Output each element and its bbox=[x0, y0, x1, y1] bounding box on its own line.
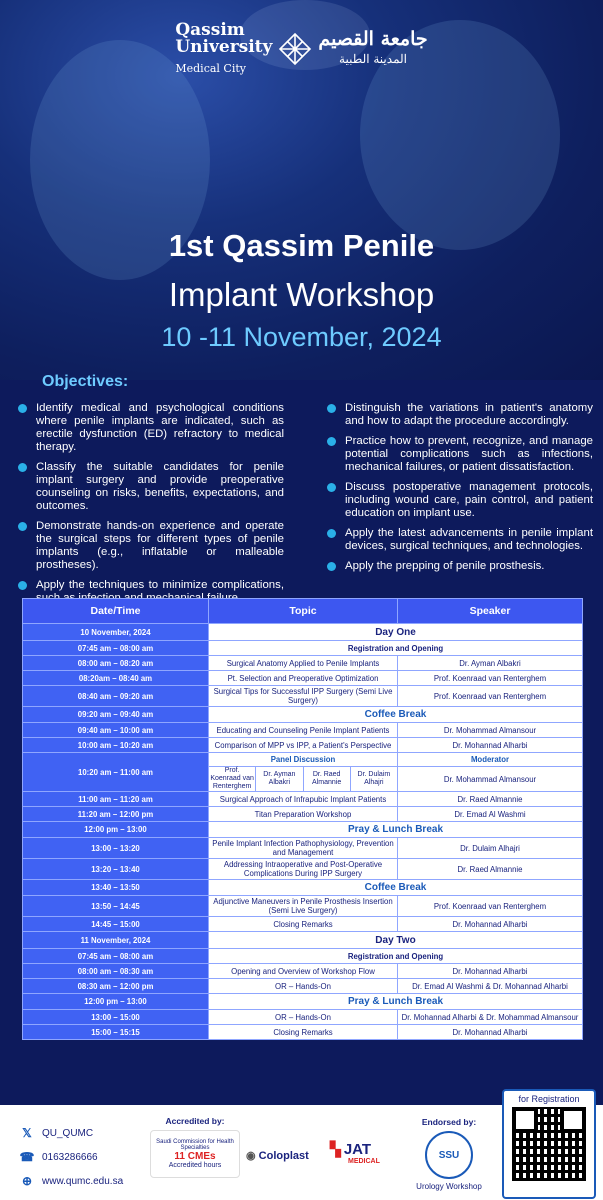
registration-caption: for Registration bbox=[518, 1094, 580, 1104]
accredited-label: Accredited by: bbox=[165, 1116, 225, 1126]
row-time: 12:00 pm – 13:00 bbox=[23, 994, 209, 1010]
row-time: 13:20 – 13:40 bbox=[23, 859, 209, 880]
row-time: 13:40 – 13:50 bbox=[23, 880, 209, 896]
title-line-2: Implant Workshop bbox=[168, 276, 435, 313]
bullet-dot-icon bbox=[327, 437, 336, 446]
objective-item: Demonstrate hands-on experience and operate the surgical steps for different types of penile implants (e.g., inflatable or malleable prostheses). bbox=[16, 520, 284, 572]
objectives-heading: Objectives: bbox=[42, 373, 129, 390]
bullet-dot-icon bbox=[327, 562, 336, 571]
phone-icon: ☎ bbox=[19, 1150, 35, 1164]
panel-member: Dr. Ayman Albakri bbox=[255, 767, 302, 791]
break-row: Coffee Break bbox=[209, 707, 583, 723]
schedule-table bbox=[22, 598, 583, 1040]
registration-row: Registration and Opening bbox=[209, 641, 583, 656]
endorsed-label: Endorsed by: bbox=[421, 1117, 477, 1127]
registration-qr[interactable] bbox=[502, 1089, 596, 1199]
table-row bbox=[23, 723, 583, 738]
website-link[interactable]: www.qumc.edu.sa bbox=[42, 1175, 124, 1187]
medical-city: Medical City bbox=[175, 62, 246, 75]
objective-item: Apply the techniques to minimize complications, bbox=[16, 579, 284, 605]
logo-lattice-icon bbox=[278, 32, 312, 66]
event-dates: 10 -11 November, 2024 bbox=[161, 322, 442, 352]
break-row: Pray & Lunch Break bbox=[209, 994, 583, 1010]
table-row bbox=[23, 994, 583, 1010]
row-topic: Educating and Counseling Penile Implant Patients bbox=[209, 723, 398, 738]
table-row bbox=[23, 753, 583, 767]
row-time: 14:45 – 15:00 bbox=[23, 917, 209, 932]
objectives-left bbox=[16, 402, 284, 612]
objective-item: Apply the latest advancements in penile implant devices, surgical techniques, and technologies. bbox=[325, 527, 593, 553]
table-row bbox=[23, 1010, 583, 1025]
table-row bbox=[23, 641, 583, 656]
row-time: 15:00 – 15:15 bbox=[23, 1025, 209, 1040]
row-topic: Surgical Approach of Infrapubic Implant Patients bbox=[209, 792, 398, 807]
row-topic: OR – Hands-On bbox=[209, 1010, 398, 1025]
row-topic: Addressing Intraoperative and Post-Operative Complications During IPP Surgery bbox=[209, 859, 398, 880]
break-row: Pray & Lunch Break bbox=[209, 822, 583, 838]
jat-icon: ▚ bbox=[330, 1141, 341, 1157]
row-speaker: Dr. Raed Almannie bbox=[398, 859, 583, 880]
row-topic: Penile Implant Infection Pathophysiology, Prevention and Management bbox=[209, 838, 398, 859]
row-time: 07:45 am – 08:00 am bbox=[23, 949, 209, 964]
row-speaker: Dr. Emad Al Washmi & Dr. Mohannad Alharbi bbox=[398, 979, 583, 994]
row-speaker: Dr. Emad Al Washmi bbox=[398, 807, 583, 822]
col-header-datetime: Date/Time bbox=[23, 599, 209, 624]
university-name-2: University bbox=[175, 37, 273, 57]
phone-number[interactable]: 0163286666 bbox=[42, 1151, 98, 1163]
day-two-label: Day Two bbox=[209, 932, 583, 949]
scfhs-logo bbox=[150, 1130, 240, 1178]
row-speaker: Prof. Koenraad van Renterghem bbox=[398, 686, 583, 707]
bullet-dot-icon bbox=[18, 522, 27, 531]
objectives-right bbox=[325, 402, 593, 580]
table-row bbox=[23, 738, 583, 753]
footer bbox=[0, 1094, 603, 1200]
row-topic: OR – Hands-On bbox=[209, 979, 398, 994]
row-time: 08:30 am – 12:00 pm bbox=[23, 979, 209, 994]
table-row bbox=[23, 1025, 583, 1040]
panel-title: Panel Discussion bbox=[209, 753, 398, 767]
x-twitter-icon: 𝕏 bbox=[22, 1126, 32, 1140]
title-line-1: 1st Qassim Penile bbox=[168, 228, 435, 263]
objective-item: Discuss postoperative management protocols, including wound care, pain control, and patient education on implant use. bbox=[325, 481, 593, 520]
col-header-topic: Topic bbox=[209, 599, 398, 624]
row-speaker: Dr. Mohannad Alharbi bbox=[398, 917, 583, 932]
row-time: 11:00 am – 11:20 am bbox=[23, 792, 209, 807]
row-time: 10:00 am – 10:20 am bbox=[23, 738, 209, 753]
table-row bbox=[23, 979, 583, 994]
table-row bbox=[23, 686, 583, 707]
table-row bbox=[23, 964, 583, 979]
table-row bbox=[23, 838, 583, 859]
moderator-name: Dr. Mohammad Almansour bbox=[398, 767, 583, 792]
row-topic: Opening and Overview of Workshop Flow bbox=[209, 964, 398, 979]
day-one-date: 10 November, 2024 bbox=[23, 624, 209, 641]
row-time: 13:00 – 15:00 bbox=[23, 1010, 209, 1025]
panel-time: 10:20 am – 11:00 am bbox=[23, 753, 209, 792]
row-speaker: Dr. Dulaim Alhajri bbox=[398, 838, 583, 859]
panel-member: Dr. Dulaim Alhajri bbox=[350, 767, 397, 791]
panel-members bbox=[209, 767, 398, 792]
row-time: 13:00 – 13:20 bbox=[23, 838, 209, 859]
objective-item: Distinguish the variations in patient's anatomy and how to adapt the procedure accordingly. bbox=[325, 402, 593, 428]
row-topic: Surgical Anatomy Applied to Penile Implants bbox=[209, 656, 398, 671]
row-topic: Comparison of MPP vs IPP, a Patient's Perspective bbox=[209, 738, 398, 753]
table-row bbox=[23, 880, 583, 896]
row-speaker: Prof. Koenraad van Renterghem bbox=[398, 671, 583, 686]
accredited-hours: Accredited hours bbox=[168, 1162, 222, 1169]
accreditation bbox=[150, 1116, 240, 1178]
row-topic: Pt. Selection and Preoperative Optimization bbox=[209, 671, 398, 686]
bullet-dot-icon bbox=[327, 529, 336, 538]
row-speaker: Dr. Mohannad Alharbi bbox=[398, 738, 583, 753]
row-time: 09:40 am – 10:00 am bbox=[23, 723, 209, 738]
endorser-name: Urology Workshop bbox=[416, 1182, 482, 1191]
table-row bbox=[23, 896, 583, 917]
table-row bbox=[23, 656, 583, 671]
scfhs-name: Saudi Commission for Health Specialties bbox=[156, 1139, 234, 1151]
objective-item: Practice how to prevent, recognize, and manage potential complications such as infections, mechanical failures, or patient dissatisfaction. bbox=[325, 435, 593, 474]
row-speaker: Dr. Mohammad Almansour bbox=[398, 723, 583, 738]
table-row bbox=[23, 859, 583, 880]
row-time: 07:45 am – 08:00 am bbox=[23, 641, 209, 656]
qr-code-icon[interactable] bbox=[512, 1107, 586, 1181]
objective-item: Apply the prepping of penile prosthesis. bbox=[325, 560, 593, 573]
row-time: 12:00 pm – 13:00 bbox=[23, 822, 209, 838]
globe-icon: ⊕ bbox=[21, 1174, 33, 1188]
objective-item: Classify the suitable candidates for penile implant surgery and provide preoperative counseling on risks, benefits, expectations, and outcomes. bbox=[16, 461, 284, 513]
table-row bbox=[23, 671, 583, 686]
university-name-1: Qassim bbox=[175, 20, 245, 40]
row-time: 11:20 am – 12:00 pm bbox=[23, 807, 209, 822]
bullet-dot-icon bbox=[18, 404, 27, 413]
cme-count: 11 CMEs bbox=[174, 1151, 216, 1162]
registration-row: Registration and Opening bbox=[209, 949, 583, 964]
university-name-arabic: جامعة القصيم bbox=[318, 27, 428, 50]
break-row: Coffee Break bbox=[209, 880, 583, 896]
row-topic: Adjunctive Maneuvers in Penile Prosthesis Insertion (Semi Live Surgery) bbox=[209, 896, 398, 917]
table-row bbox=[23, 792, 583, 807]
row-speaker: Prof. Koenraad van Renterghem bbox=[398, 896, 583, 917]
row-time: 08:20am – 08:40 am bbox=[23, 671, 209, 686]
coloplast-logo: ◉ Coloplast bbox=[246, 1150, 309, 1162]
endorsement bbox=[404, 1117, 494, 1191]
table-row bbox=[23, 707, 583, 723]
row-speaker: Dr. Raed Almannie bbox=[398, 792, 583, 807]
objective-item: Identify medical and psychological conditions where penile implants are indicated, such as erectile dysfunction (ED) refractory to medical therapy. bbox=[16, 402, 284, 454]
table-row bbox=[23, 949, 583, 964]
row-speaker: Dr. Mohannad Alharbi bbox=[398, 1025, 583, 1040]
moderator-label: Moderator bbox=[398, 753, 583, 767]
row-time: 08:40 am – 09:20 am bbox=[23, 686, 209, 707]
row-time: 09:20 am – 09:40 am bbox=[23, 707, 209, 723]
row-topic: Titan Preparation Workshop bbox=[209, 807, 398, 822]
table-row bbox=[23, 807, 583, 822]
panel-member: Prof. Koenraad van Renterghem bbox=[210, 767, 254, 790]
contact-info bbox=[20, 1121, 123, 1193]
row-topic: Closing Remarks bbox=[209, 917, 398, 932]
row-topic: Closing Remarks bbox=[209, 1025, 398, 1040]
row-time: 08:00 am – 08:30 am bbox=[23, 964, 209, 979]
table-row bbox=[23, 917, 583, 932]
row-speaker: Dr. Ayman Albakri bbox=[398, 656, 583, 671]
panel-member: Dr. Raed Almannie bbox=[303, 767, 350, 791]
day-two-date: 11 November, 2024 bbox=[23, 932, 209, 949]
bullet-dot-icon bbox=[18, 581, 27, 590]
row-speaker: Dr. Mohannad Alharbi & Dr. Mohammad Almansour bbox=[398, 1010, 583, 1025]
university-logo bbox=[0, 22, 603, 75]
medical-city-arabic: المدينة الطبية bbox=[339, 51, 407, 66]
table-row bbox=[23, 822, 583, 838]
bullet-dot-icon bbox=[327, 483, 336, 492]
row-speaker: Dr. Mohannad Alharbi bbox=[398, 964, 583, 979]
row-time: 13:50 – 14:45 bbox=[23, 896, 209, 917]
twitter-handle[interactable]: QU_QUMC bbox=[42, 1127, 94, 1139]
row-time: 08:00 am – 08:20 am bbox=[23, 656, 209, 671]
bullet-dot-icon bbox=[327, 404, 336, 413]
row-topic: Surgical Tips for Successful IPP Surgery (Semi Live Surgery) bbox=[209, 686, 398, 707]
bullet-dot-icon bbox=[18, 463, 27, 472]
col-header-speaker: Speaker bbox=[398, 599, 583, 624]
jat-medical-logo: ▚ JAT MEDICAL bbox=[330, 1141, 380, 1165]
ssu-seal: SSU bbox=[425, 1131, 473, 1179]
day-one-label: Day One bbox=[209, 624, 583, 641]
